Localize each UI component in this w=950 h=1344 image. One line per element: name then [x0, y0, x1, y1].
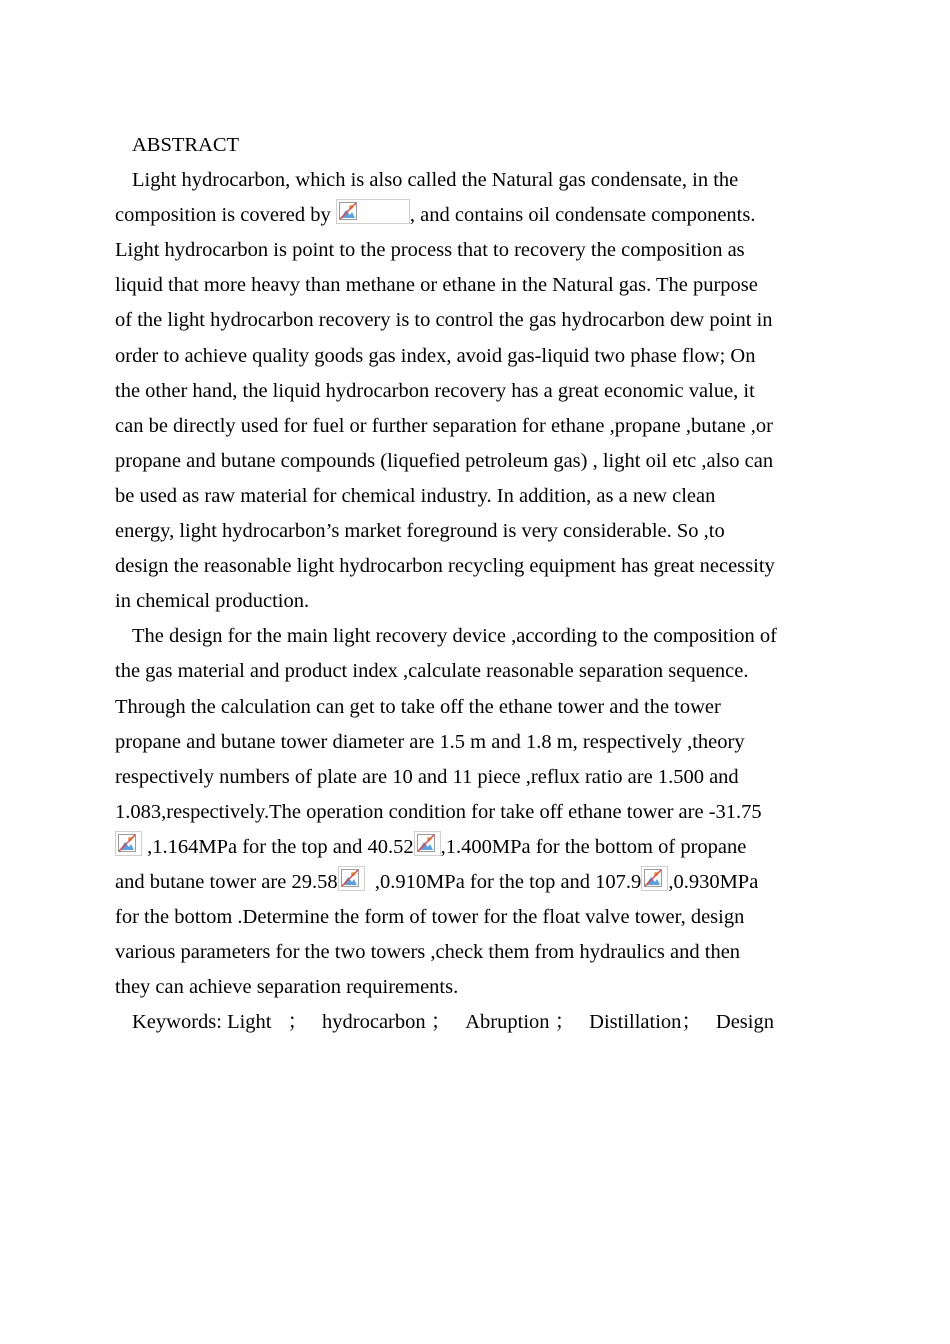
paragraph-line: of the light hydrocarbon recovery is to control the gas hydrocarbon dew point in — [115, 309, 773, 332]
paragraph-line: they can achieve separation requirements. — [115, 976, 459, 999]
paragraph-line: 1.083,respectively.The operation condition for take off ethane tower are -31.75 — [115, 800, 762, 823]
paragraph-line: respectively numbers of plate are 10 and 11 piece ,reflux ratio are 1.500 and — [115, 765, 739, 788]
paragraph-line: be used as raw material for chemical industry. In addition, as a new clean — [115, 484, 716, 507]
keyword-separator: ； — [681, 1011, 702, 1034]
paragraph-line — [115, 865, 837, 900]
broken-image-icon — [641, 866, 668, 891]
paragraph-line: can be directly used for fuel or further separation for ethane ,propane ,butane ,or — [115, 414, 773, 437]
paragraph-line: order to achieve quality goods gas index, avoid gas-liquid two phase flow; On — [115, 344, 756, 367]
keyword-separator: ； — [287, 1011, 309, 1034]
broken-image-icon — [338, 866, 365, 891]
abstract-heading: ABSTRACT — [132, 134, 240, 156]
keyword: Design — [715, 1011, 774, 1034]
paragraph-line: energy, light hydrocarbon’s market foreground is very considerable. So ,to — [115, 520, 725, 543]
keyword-separator: ； — [430, 1011, 452, 1034]
text-run: ,0.930MPa — [668, 870, 759, 893]
paragraph-line: Light hydrocarbon, which is also called the Natural gas condensate, in the — [132, 169, 739, 192]
paragraph-line: liquid that more heavy than methane or ethane in the Natural gas. The purpose — [115, 274, 758, 297]
keyword-separator: ； — [554, 1011, 576, 1034]
keyword: hydrocarbon — [322, 1011, 426, 1034]
paragraph-line: Through the calculation can get to take off the ethane tower and the tower — [115, 695, 721, 718]
text-run: , and contains oil condensate components. — [409, 204, 756, 227]
keyword: Abruption — [465, 1011, 550, 1034]
keywords-line — [115, 1005, 837, 1040]
text-run: ,1.400MPa for the bottom of propane — [440, 835, 747, 858]
text-run: ,0.910MPa for the top and 107.9 — [364, 870, 642, 893]
paragraph-line: propane and butane tower diameter are 1.5 m and 1.8 m, respectively ,theory — [115, 730, 745, 753]
broken-image-icon — [336, 199, 410, 224]
paragraph-line — [115, 830, 837, 865]
text-run: and butane tower are 29.58 — [115, 870, 338, 893]
broken-image-icon — [115, 831, 142, 856]
keywords-label: Keywords: — [132, 1011, 222, 1034]
keyword: Light — [227, 1011, 272, 1034]
paragraph-line: the other hand, the liquid hydrocarbon recovery has a great economic value, it — [115, 379, 755, 402]
keyword: Distillation — [589, 1011, 682, 1034]
broken-image-icon — [414, 831, 441, 856]
paragraph-line — [115, 198, 837, 233]
paragraph-line: design the reasonable light hydrocarbon recycling equipment has great necessity — [115, 555, 775, 578]
paragraph-line: propane and butane compounds (liquefied petroleum gas) , light oil etc ,also can — [115, 449, 774, 472]
paragraph-line: various parameters for the two towers ,check them from hydraulics and then — [115, 941, 741, 964]
paragraph-line: the gas material and product index ,calculate reasonable separation sequence. — [115, 660, 749, 683]
paragraph-line: The design for the main light recovery device ,according to the composition of — [132, 625, 777, 648]
text-run: ,1.164MPa for the top and 40.52 — [142, 835, 414, 858]
paragraph-line: Light hydrocarbon is point to the process that to recovery the composition as — [115, 239, 745, 262]
abstract-page — [115, 128, 837, 1040]
paragraph-line: for the bottom .Determine the form of tower for the float valve tower, design — [115, 906, 745, 929]
text-run: composition is covered by — [115, 204, 336, 227]
paragraph-line: in chemical production. — [115, 590, 310, 613]
